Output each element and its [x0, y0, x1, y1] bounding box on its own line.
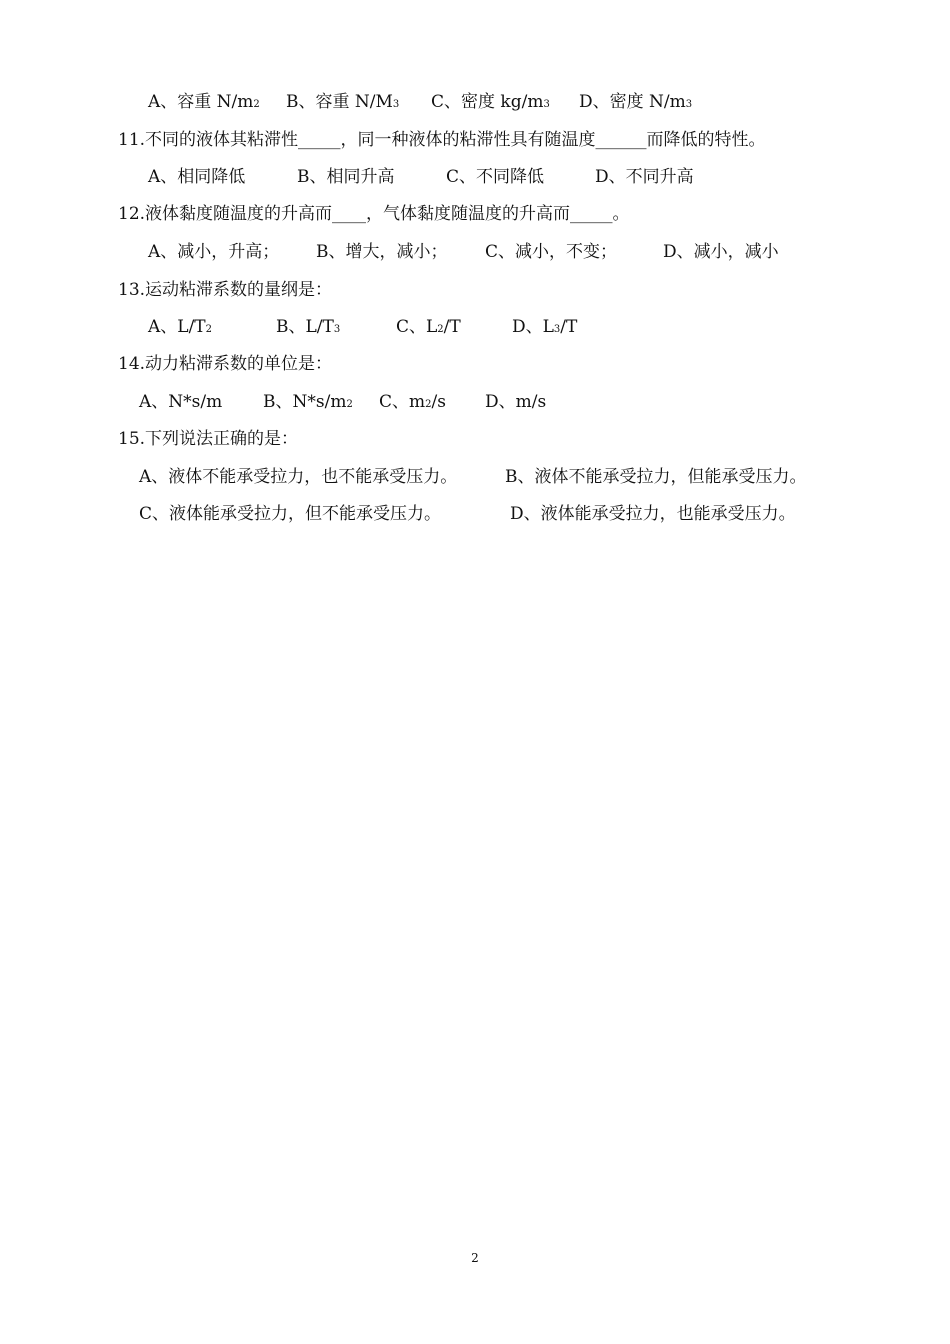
q11-option-b: B、相同升高 [297, 167, 395, 187]
q11-option-c: C、不同降低 [446, 167, 545, 187]
q13-option-a: A、L/T2 [148, 317, 213, 337]
q14-option-d: D、m/s [485, 392, 547, 412]
q11-option-d: D、不同升高 [595, 167, 694, 187]
q12-option-b: B、增大，减小； [316, 242, 448, 262]
q13-option-c: C、L2/T [396, 317, 461, 337]
q12-question: 12.液体黏度随温度的升高而____，气体黏度随温度的升高而_____。 [118, 204, 630, 224]
q15-option-b: B、液体不能承受拉力，但能承受压力。 [505, 467, 807, 487]
q12-option-a: A、减小，升高； [148, 242, 280, 262]
q15-question: 15.下列说法正确的是： [118, 429, 299, 449]
q10-option-b: B、容重 N/M3 [286, 92, 400, 112]
q14-option-b: B、N*s/m2 [263, 392, 353, 412]
q15-option-a: A、液体不能承受拉力，也不能承受压力。 [139, 467, 458, 487]
q11-option-a: A、相同降低 [148, 167, 246, 187]
q14-option-a: A、N*s/m [139, 392, 223, 412]
q10-option-a: A、容重 N/m2 [148, 92, 260, 112]
q12-option-d: D、减小，减小 [663, 242, 779, 262]
q14-option-c: C、m2/s [379, 392, 446, 412]
q13-option-b: B、L/T3 [276, 317, 341, 337]
q15-option-c: C、液体能承受拉力，但不能承受压力。 [139, 504, 442, 524]
q15-option-d: D、液体能承受拉力，也能承受压力。 [510, 504, 796, 524]
q10-option-c: C、密度 kg/m3 [431, 92, 550, 112]
q14-question: 14.动力粘滞系数的单位是： [118, 354, 333, 374]
q12-option-c: C、减小，不变； [485, 242, 618, 262]
q10-option-d: D、密度 N/m3 [579, 92, 693, 112]
q13-option-d: D、L3/T [512, 317, 578, 337]
q13-question: 13.运动粘滞系数的量纲是： [118, 280, 333, 300]
q11-question: 11.不同的液体其粘滞性_____，同一种液体的粘滞性具有随温度______而降低的特性。 [118, 130, 766, 150]
page-number: 2 [471, 1251, 479, 1265]
